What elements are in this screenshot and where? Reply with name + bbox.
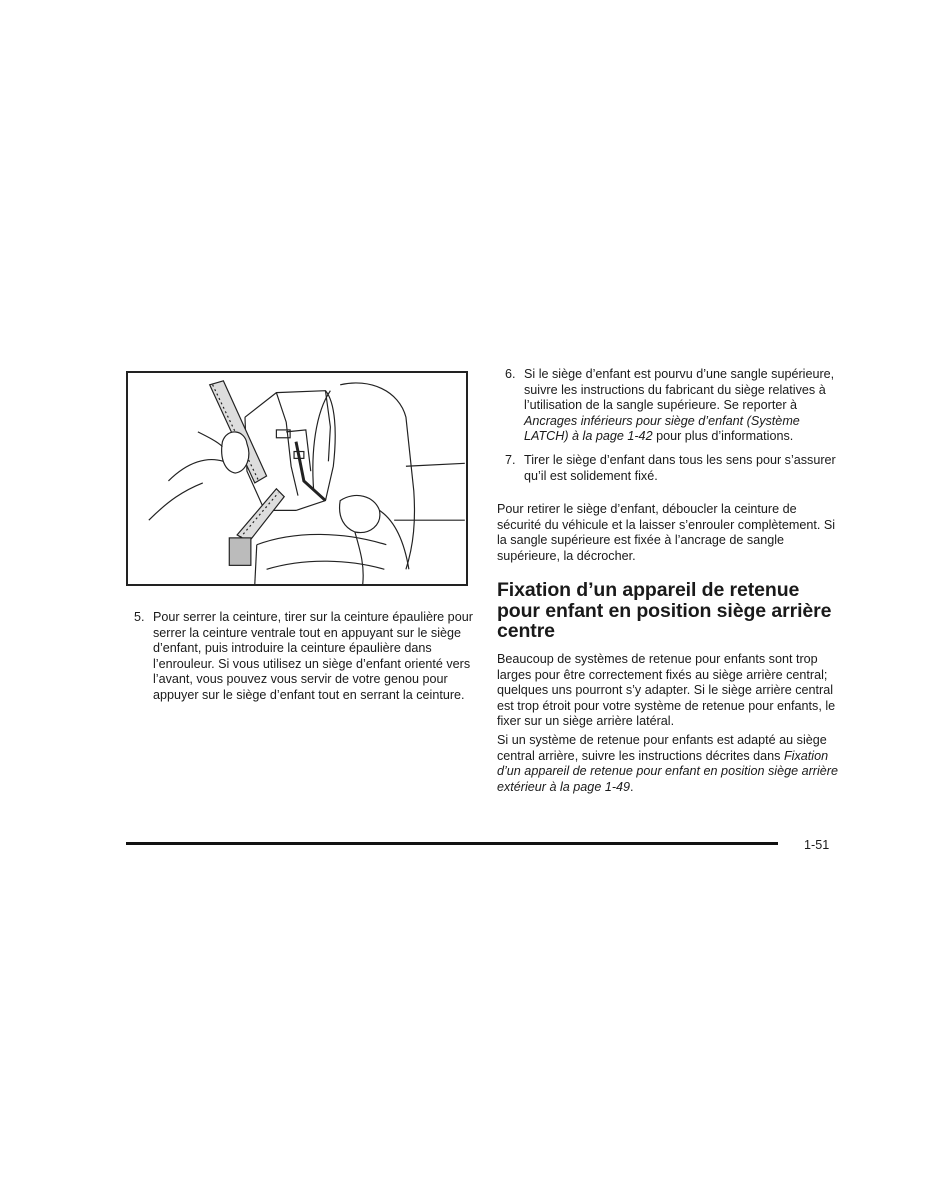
step-text: Tirer le siège d’enfant dans tous les sens pour s’assurer qu’il est solidement fixé. <box>524 452 836 483</box>
paragraph-text-after: . <box>630 779 634 794</box>
footer-rule <box>126 842 778 845</box>
cross-reference-link[interactable]: Ancrages inférieurs pour siège d’enfant (Système LATCH) à la page 1-42 <box>524 413 800 444</box>
paragraph-remove-seat: Pour retirer le siège d’enfant, déboucler la ceinture de sécurité du véhicule et la laisser s’enrouler complètement. Si la sangle supérieure est fixée à l’ancrage de sangle supérieure, la décrocher. <box>497 502 836 563</box>
child-seat-illustration <box>126 371 468 586</box>
step-number: 6. <box>505 367 516 381</box>
paragraph-center-seat-width: Beaucoup de systèmes de retenue pour enfants sont trop larges pour être correctement fixés au siège arrière central; quelques uns pourront s’y adapter. Si le siège arrière central est trop étroit pour votre système de retenue pour enfants, le fixer sur un siège arrière latéral. <box>497 652 836 729</box>
steps-left <box>126 610 478 712</box>
step-6 <box>497 367 842 445</box>
step-7 <box>497 453 842 484</box>
steps-right <box>497 367 842 492</box>
step-5 <box>126 610 478 704</box>
step-text: Pour serrer la ceinture, tirer sur la ceinture épaulière pour serrer la ceinture ventrale tout en appuyant sur le siège d’enfant, puis introduire la ceinture épaulière dans l’enrouleur. Si vous utilisez un siège d’enfant orienté vers l’avant, vous pouvez vous servir de votre genou pour appuyer sur le siège d’enfant tout en serrant la ceinture. <box>153 610 473 702</box>
page-number: 1-51 <box>804 838 830 852</box>
step-number: 5. <box>134 610 145 624</box>
paragraph-text: Si un système de retenue pour enfants est adapté au siège central arrière, suivre les instructions décrites dans <box>497 733 827 763</box>
section-heading: Fixation d’un appareil de retenue pour enfant en position siège arrière centre <box>497 579 832 642</box>
step-number: 7. <box>505 452 516 467</box>
step-text: Si le siège d’enfant est pourvu d’une sangle supérieure, suivre les instructions du fabricant du siège relatives à l’utilisation de la sangle supérieure. Se reporter à <box>524 367 835 413</box>
child-seat-belt-tightening-icon <box>128 373 466 584</box>
paragraph-center-seat-instructions <box>497 733 842 795</box>
step-text-after: pour plus d’informations. <box>652 429 794 444</box>
cross-reference-link[interactable]: Fixation d’un appareil de retenue pour enfant en position siège arrière extérieur à la page 1-49 <box>497 748 838 794</box>
